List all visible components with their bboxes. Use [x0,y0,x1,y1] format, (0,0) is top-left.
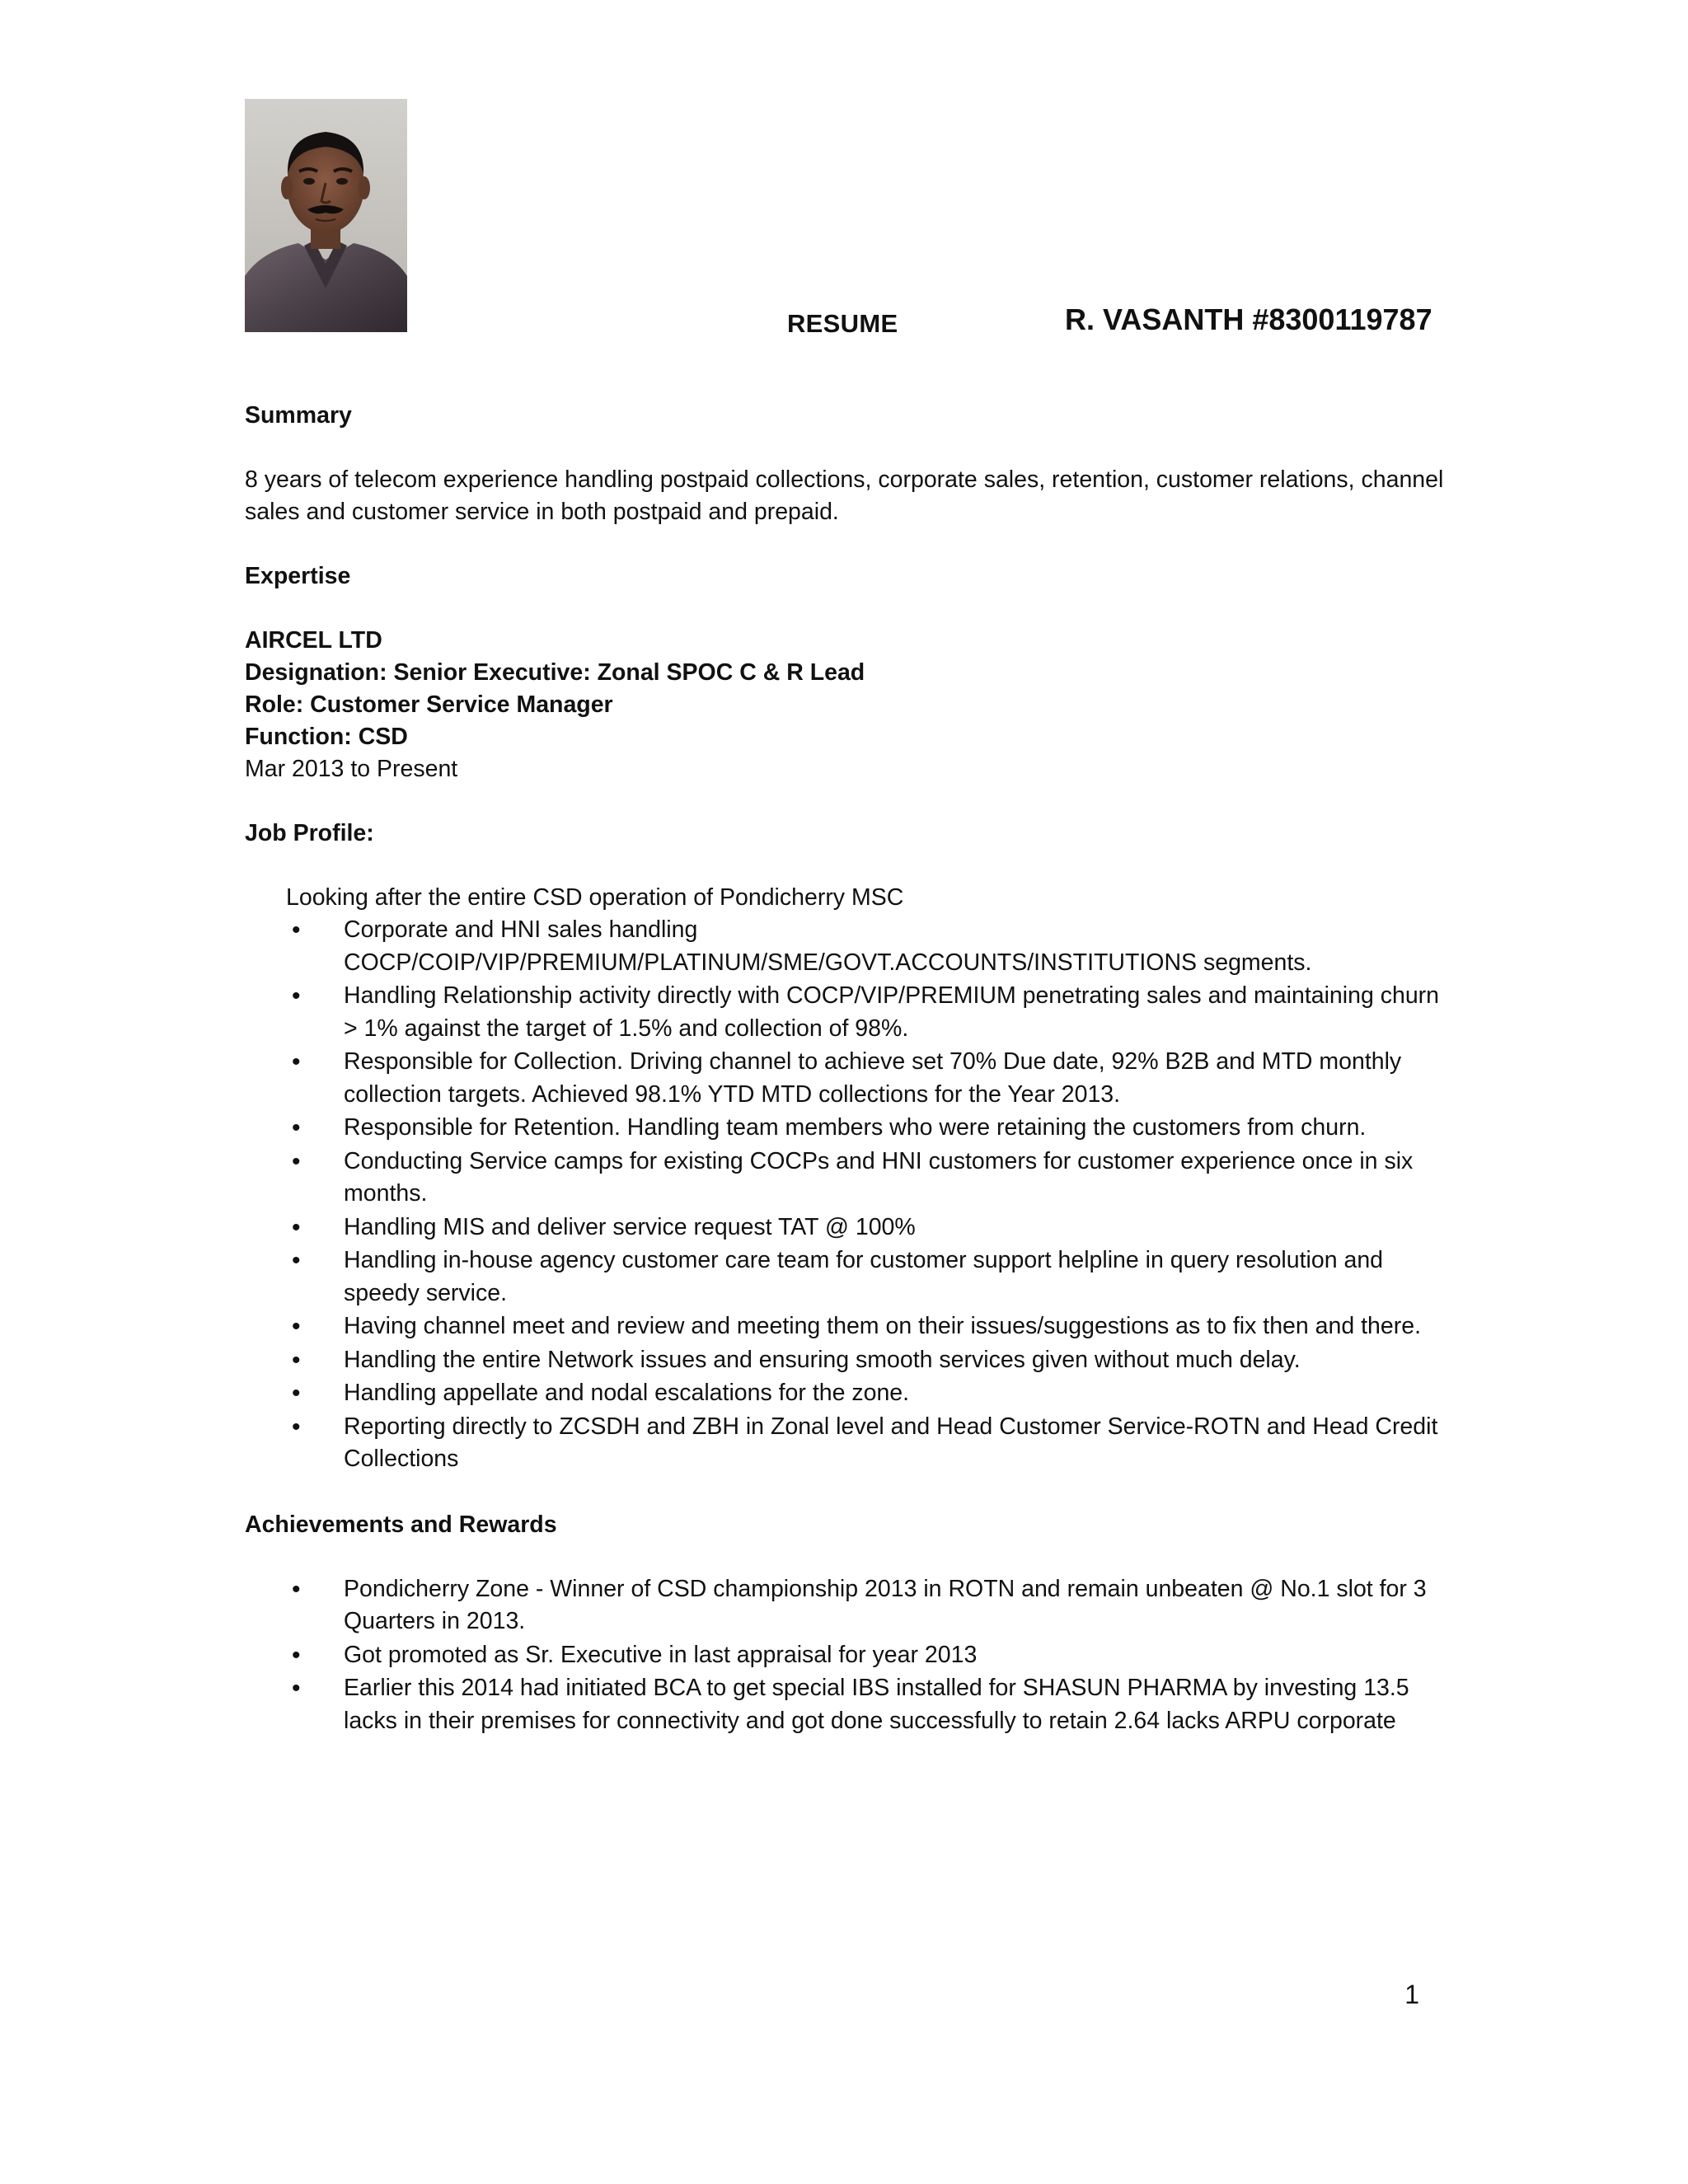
bullet-icon: • [292,1247,301,1274]
bullet-icon: • [292,1048,301,1076]
spacer [245,593,1448,625]
list-item-text: Responsible for Retention. Handling team members who were retaining the customers from churn. [344,1114,1367,1141]
bullet-icon: • [292,1114,301,1141]
list-item [245,1344,1448,1377]
summary-heading: Summary [245,402,352,429]
list-item-text: Conducting Service camps for existing COCPs and HNI customers for customer experience once in six months. [344,1147,1414,1207]
list-item-text: Handling MIS and deliver service request TAT @ 100% [344,1213,916,1240]
list-item [245,1212,1448,1244]
spacer [245,1541,1448,1573]
bullet-icon: • [292,1346,301,1374]
list-item [245,1244,1448,1310]
list-item [245,1672,1448,1737]
list-item-text: Pondicherry Zone - Winner of CSD championship 2013 in ROTN and remain unbeaten @ No.1 slot for 3 Quarters in 2013. [344,1575,1427,1634]
list-item-text: Corporate and HNI sales handling COCP/COIP/VIP/PREMIUM/PLATINUM/SME/GOVT.ACCOUNTS/INSTITUTIONS segments. [344,916,1312,976]
profile-photo [245,99,407,332]
list-item [245,1146,1448,1211]
list-item [245,980,1448,1045]
summary-text: 8 years of telecom experience handling postpaid collections, corporate sales, retention, customer relations, channel sales and customer service in both postpaid and prepaid. [245,466,1444,525]
bullet-icon: • [292,1575,301,1603]
bullet-icon: • [292,982,301,1010]
spacer [245,785,1448,818]
list-item [245,1112,1448,1145]
list-item [245,1046,1448,1111]
list-item-text: Earlier this 2014 had initiated BCA to get special IBS installed for SHASUN PHARMA by investing 13.5 lacks in their premises for connectivity and got done successfully to retain 2.64 lacks ARPU corporate [344,1675,1409,1734]
employment-period: Mar 2013 to Present [245,756,458,782]
candidate-name: R. VASANTH #8300119787 [1065,302,1432,336]
page-number: 1 [1404,1980,1419,2009]
spacer [245,1477,1448,1509]
list-item [245,1411,1448,1476]
list-item-text: Handling appellate and nodal escalations for the zone. [344,1380,910,1406]
list-item [245,1310,1448,1343]
list-item-text: Having channel meet and review and meeting them on their issues/suggestions as to fix then and there. [344,1313,1422,1339]
list-item-text: Responsible for Collection. Driving channel to achieve set 70% Due date, 92% B2B and MTD monthly collection targets. Achieved 98.1% YTD MTD collections for the Year 2013. [344,1048,1402,1108]
list-item-text: Handling in-house agency customer care team for customer support helpline in query resolution and speedy service. [344,1247,1384,1306]
job-profile-list [245,914,1448,1476]
list-item [245,1639,1448,1672]
bullet-icon: • [292,1213,301,1241]
list-item-text: Reporting directly to ZCSDH and ZBH in Zonal level and Head Customer Service-ROTN and Head Credit Collections [344,1413,1438,1472]
resume-label: RESUME [787,309,898,338]
bullet-icon: • [292,1380,301,1407]
list-item-text: Got promoted as Sr. Executive in last appraisal for year 2013 [344,1641,978,1668]
bullet-icon: • [292,1675,301,1702]
list-item [245,914,1448,979]
list-item [245,1377,1448,1410]
list-item [245,1573,1448,1638]
function: Function: CSD [245,724,408,750]
profile-photo-image [245,99,407,332]
achievements-heading: Achievements and Rewards [245,1511,557,1538]
job-profile-intro: Looking after the entire CSD operation of Pondicherry MSC [286,884,904,911]
role: Role: Customer Service Manager [245,691,613,718]
list-item-text: Handling Relationship activity directly with COCP/VIP/PREMIUM penetrating sales and maintaining churn > 1% against the target of 1.5% and collection of 98%. [344,982,1440,1042]
spacer [245,528,1448,560]
spacer [245,432,1448,464]
list-item-text: Handling the entire Network issues and ensuring smooth services given without much delay. [344,1346,1301,1373]
company-name: AIRCEL LTD [245,627,382,654]
bullet-icon: • [292,1147,301,1175]
achievements-list [245,1573,1448,1738]
spacer [245,850,1448,882]
designation: Designation: Senior Executive: Zonal SPOC C & R Lead [245,659,865,686]
bullet-icon: • [292,1413,301,1441]
resume-content [245,400,1448,1738]
job-profile-heading: Job Profile: [245,820,374,846]
expertise-heading: Expertise [245,563,351,589]
bullet-icon: • [292,916,301,944]
bullet-icon: • [292,1641,301,1669]
bullet-icon: • [292,1313,301,1340]
